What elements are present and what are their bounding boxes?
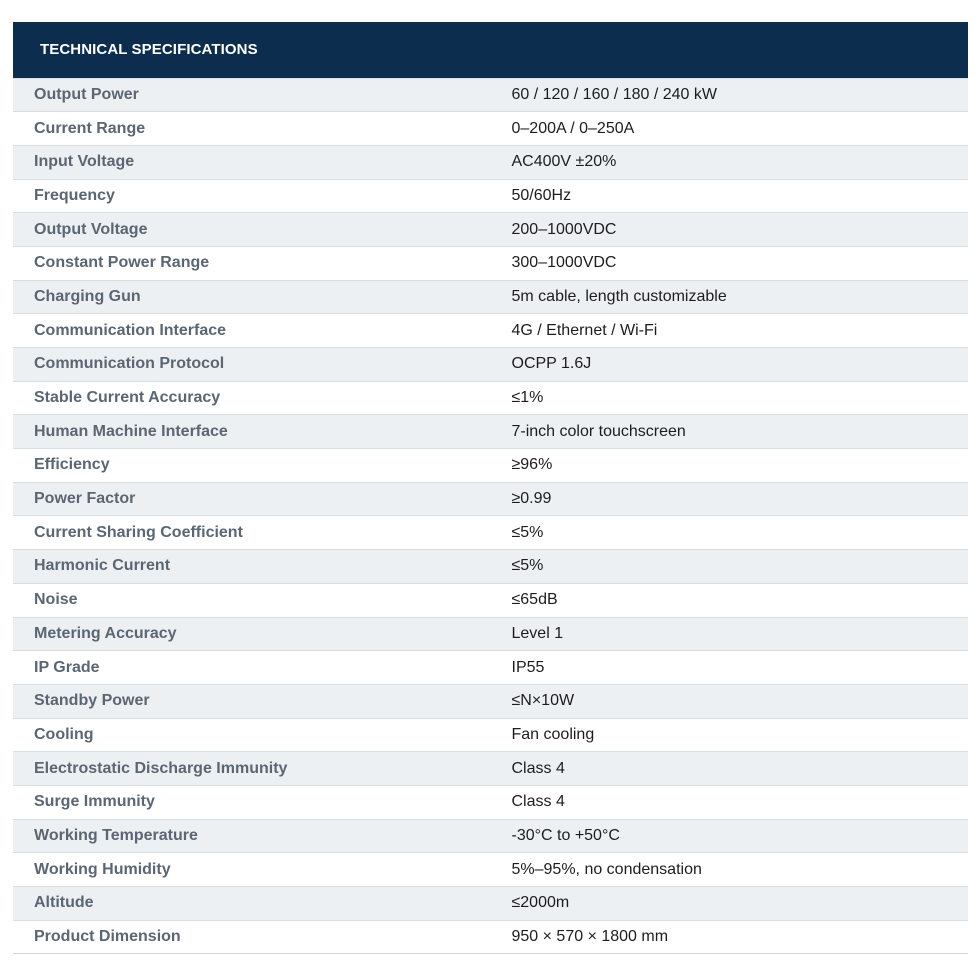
spec-label: Power Factor: [13, 482, 491, 516]
spec-value: Fan cooling: [491, 718, 969, 752]
table-row: [13, 78, 968, 112]
spec-value: 7-inch color touchscreen: [491, 415, 969, 449]
table-row: [13, 550, 968, 584]
table-row: [13, 213, 968, 247]
spec-label: Stable Current Accuracy: [13, 381, 491, 415]
spec-label: IP Grade: [13, 651, 491, 685]
spec-value: ≤5%: [491, 550, 969, 584]
spec-label: Current Range: [13, 112, 491, 146]
spec-label: Noise: [13, 583, 491, 617]
spec-label: Constant Power Range: [13, 246, 491, 280]
spec-label: Communication Interface: [13, 314, 491, 348]
spec-label: Electrostatic Discharge Immunity: [13, 752, 491, 786]
spec-value: Level 1: [491, 617, 969, 651]
table-title: TECHNICAL SPECIFICATIONS: [13, 22, 968, 78]
table-body: [13, 78, 968, 954]
table-row: [13, 819, 968, 853]
spec-label: Harmonic Current: [13, 550, 491, 584]
table-row: [13, 920, 968, 954]
spec-value: 60 / 120 / 160 / 180 / 240 kW: [491, 78, 969, 112]
spec-value: 950 × 570 × 1800 mm: [491, 920, 969, 954]
spec-label: Human Machine Interface: [13, 415, 491, 449]
table-row: [13, 381, 968, 415]
table-row: [13, 516, 968, 550]
spec-label: Current Sharing Coefficient: [13, 516, 491, 550]
spec-label: Charging Gun: [13, 280, 491, 314]
spec-label: Standby Power: [13, 684, 491, 718]
technical-specifications-table: [13, 22, 968, 954]
table-row: [13, 583, 968, 617]
spec-value: 0–200A / 0–250A: [491, 112, 969, 146]
spec-label: Working Humidity: [13, 853, 491, 887]
spec-value: 4G / Ethernet / Wi-Fi: [491, 314, 969, 348]
spec-label: Output Voltage: [13, 213, 491, 247]
spec-label: Communication Protocol: [13, 348, 491, 382]
table-row: [13, 112, 968, 146]
table-row: [13, 280, 968, 314]
table-row: [13, 651, 968, 685]
table-row: [13, 415, 968, 449]
spec-label: Input Voltage: [13, 145, 491, 179]
spec-label: Frequency: [13, 179, 491, 213]
table-row: [13, 246, 968, 280]
table-row: [13, 482, 968, 516]
spec-label: Output Power: [13, 78, 491, 112]
table-row: [13, 887, 968, 921]
table-row: [13, 718, 968, 752]
table-row: [13, 684, 968, 718]
spec-label: Surge Immunity: [13, 785, 491, 819]
spec-value: ≥0.99: [491, 482, 969, 516]
spec-value: OCPP 1.6J: [491, 348, 969, 382]
spec-value: ≤1%: [491, 381, 969, 415]
table-row: [13, 314, 968, 348]
table-row: [13, 449, 968, 483]
spec-label: Metering Accuracy: [13, 617, 491, 651]
table-row: [13, 179, 968, 213]
table-row: [13, 145, 968, 179]
table-row: [13, 752, 968, 786]
table-row: [13, 785, 968, 819]
spec-label: Product Dimension: [13, 920, 491, 954]
spec-value: 5%–95%, no condensation: [491, 853, 969, 887]
table-header: [13, 22, 968, 78]
spec-value: AC400V ±20%: [491, 145, 969, 179]
spec-value: 200–1000VDC: [491, 213, 969, 247]
spec-label: Altitude: [13, 887, 491, 921]
table-row: [13, 348, 968, 382]
table-header-row: [13, 22, 968, 78]
spec-value: -30°C to +50°C: [491, 819, 969, 853]
spec-value: Class 4: [491, 752, 969, 786]
table-row: [13, 853, 968, 887]
spec-label: Efficiency: [13, 449, 491, 483]
table-row: [13, 617, 968, 651]
spec-value: ≤65dB: [491, 583, 969, 617]
spec-value: ≤5%: [491, 516, 969, 550]
spec-value: 300–1000VDC: [491, 246, 969, 280]
spec-label: Cooling: [13, 718, 491, 752]
spec-value: ≤N×10W: [491, 684, 969, 718]
spec-value: IP55: [491, 651, 969, 685]
spec-value: 5m cable, length customizable: [491, 280, 969, 314]
spec-value: 50/60Hz: [491, 179, 969, 213]
spec-value: ≥96%: [491, 449, 969, 483]
spec-label: Working Temperature: [13, 819, 491, 853]
spec-value: ≤2000m: [491, 887, 969, 921]
spec-value: Class 4: [491, 785, 969, 819]
